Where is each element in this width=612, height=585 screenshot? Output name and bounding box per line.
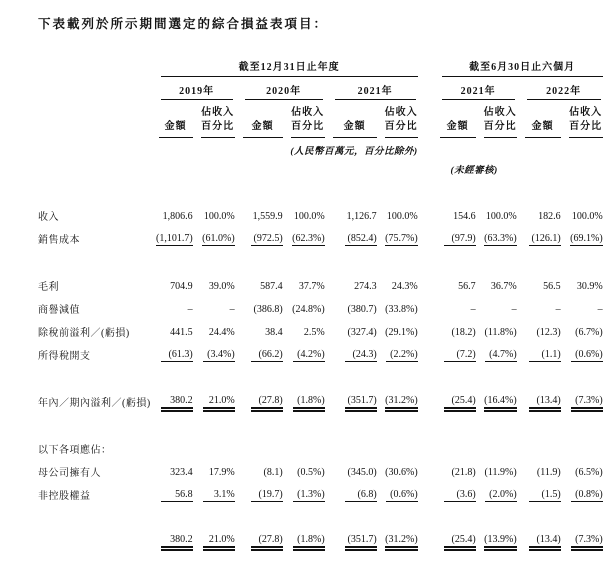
cell [476,227,517,250]
cell-value: 37.7% [298,281,325,292]
cell-value: (972.5) [251,233,283,246]
cell [235,227,283,250]
col-header-pct: 佔收入 百分比 [193,100,235,138]
cell-value: (351.7) [345,534,377,548]
row-label: 商譽減值 [38,305,80,316]
cell [377,437,418,460]
row-label: 非控股權益 [38,491,91,502]
cell [561,320,603,343]
cell [283,274,325,297]
cell [432,227,476,250]
cell-value: (0.5%) [297,467,325,478]
year-header-row [38,77,603,100]
cell-value: 1,126.7 [346,211,377,222]
col-header-amount: 金額 [517,100,561,138]
row-label [38,530,151,552]
page-title: 下表載列於所示期間選定的綜合損益表項目： [38,17,329,31]
cell [283,320,325,343]
cell [377,204,418,227]
cell [432,530,476,552]
cell-value: (4.7%) [485,349,517,362]
cell-value: (126.1) [529,233,561,246]
spacer-row [38,366,603,390]
cell [432,297,476,320]
cell [235,320,283,343]
cell-value: (11.9%) [484,467,517,478]
cell [517,227,561,250]
cell-value: 21.0% [203,395,235,409]
cell [151,343,193,366]
cell [517,320,561,343]
income-statement-table [38,58,603,552]
cell-value: 100.0% [386,211,418,222]
cell-value: (16.4%) [484,395,517,409]
cell [517,483,561,506]
cell [377,227,418,250]
cell [193,274,235,297]
table-row [38,297,603,320]
cell-value: 36.7% [490,281,517,292]
cell-value: (13.4) [529,534,561,548]
cell-value: – [597,304,603,315]
cell-value: (7.3%) [571,395,603,409]
cell-value: – [187,304,193,315]
cell [325,204,377,227]
group-header-row [38,58,603,77]
cell [235,343,283,366]
cell-value: (31.2%) [385,395,418,409]
cell-value: 587.4 [260,281,283,292]
column-gap [418,460,432,483]
cell-value: (0.6%) [571,349,603,362]
year-header-2019: 2019年 [151,77,235,100]
cell [325,274,377,297]
cell [432,204,476,227]
col-header-pct: 佔收入 百分比 [476,100,517,138]
cell-value: 2.5% [303,327,325,338]
cell [193,297,235,320]
group-header-interim-label: 截至6月30日止六個月 [469,62,576,73]
cell-value: (1.1) [529,349,561,362]
cell [193,320,235,343]
cell-value: (1.8%) [293,395,325,409]
cell-value: (8.1) [263,467,283,478]
unaudited-note-row [38,157,603,176]
table-row [38,204,603,227]
cell [476,320,517,343]
column-gap [418,274,432,297]
cell [561,297,603,320]
cell-value: (75.7%) [385,233,418,244]
cell-value: (1.8%) [293,534,325,548]
table-row [38,437,603,460]
cell [325,390,377,413]
table-row [38,530,603,552]
cell [476,274,517,297]
cell [476,297,517,320]
col-header-pct: 佔收入 百分比 [377,100,418,138]
cell-value: 30.9% [576,281,603,292]
cell-value: (61.3) [161,349,193,362]
cell-value: (7.3%) [571,534,603,548]
column-gap [418,390,432,413]
cell [325,483,377,506]
cell-value: (11.9) [536,467,561,478]
cell-value: (0.6%) [386,489,418,502]
cell [377,320,418,343]
cell-value: (25.4) [444,395,476,409]
cell-value: 100.0% [293,211,325,222]
cell-value: (4.2%) [293,349,325,362]
cell-value: (2.0%) [485,489,517,502]
cell [432,343,476,366]
cell-value: (24.3) [345,349,377,362]
cell-value: (29.1%) [385,327,418,338]
cell-value: (97.9) [444,233,476,246]
column-gap [418,530,432,552]
row-label: 銷售成本 [38,235,80,246]
cell [151,204,193,227]
year-header-2021-interim: 2021年 [432,77,517,100]
cell [432,460,476,483]
cell [377,297,418,320]
cell [517,204,561,227]
row-label: 收入 [38,212,59,223]
cell-value: (12.3) [536,327,561,338]
cell [432,274,476,297]
cell [377,274,418,297]
cell-value: (25.4) [444,534,476,548]
cell [151,320,193,343]
cell [235,274,283,297]
cell-value: (63.3%) [484,233,517,244]
spacer-row [38,250,603,274]
cell-value: (13.4) [529,395,561,409]
cell-value: (386.8) [253,304,283,315]
col-header-amount: 金額 [325,100,377,138]
cell [283,390,325,413]
cell-value: 380.2 [161,534,193,548]
column-gap [418,343,432,366]
cell [151,460,193,483]
cell-value: 154.6 [453,211,476,222]
cell [283,530,325,552]
cell [561,460,603,483]
cell-value: (852.4) [345,233,377,246]
spacer-row [38,413,603,437]
cell [193,530,235,552]
cell [561,437,603,460]
column-gap [418,204,432,227]
cell [561,483,603,506]
cell [476,343,517,366]
cell-value: (19.7) [251,489,283,502]
cell-value: (6.7%) [575,327,603,338]
cell-value: 182.6 [538,211,561,222]
income-table-body [38,204,603,552]
column-gap [418,483,432,506]
cell-value: – [229,304,235,315]
cell-value: (0.8%) [571,489,603,502]
cell [283,437,325,460]
cell [193,483,235,506]
row-label: 所得稅開支 [38,351,91,362]
cell-value: (61.0%) [202,233,235,244]
cell-value: (33.8%) [385,304,418,315]
row-label: 毛利 [38,282,59,293]
cell-value: (3.6) [444,489,476,502]
table-row [38,227,603,250]
cell-value: (27.8) [251,534,283,548]
cell-value: 38.4 [265,327,283,338]
cell [476,437,517,460]
cell [517,437,561,460]
cell-value: 100.0% [485,211,517,222]
table-row [38,320,603,343]
cell [476,483,517,506]
cell-value: 56.8 [161,489,193,502]
col-header-amount: 金額 [151,100,193,138]
cell-value: (1.5) [529,489,561,502]
cell [377,460,418,483]
units-note-row [38,138,603,157]
column-gap [418,297,432,320]
table-row [38,483,603,506]
cell-value: 1,806.6 [162,211,193,222]
column-gap [418,437,432,460]
cell [151,530,193,552]
cell [151,437,193,460]
cell [377,390,418,413]
cell-value: (6.8) [345,489,377,502]
group-header-annual-label: 截至12月31日止年度 [238,62,340,73]
cell-value: 100.0% [571,211,603,222]
cell [193,437,235,460]
table-row [38,460,603,483]
cell [561,274,603,297]
cell [325,297,377,320]
cell-value: 24.3% [391,281,418,292]
cell-value: 274.3 [354,281,377,292]
cell-value: 3.1% [203,489,235,502]
row-label: 以下各項應佔： [38,445,112,456]
table-row [38,390,603,413]
cell [432,390,476,413]
cell [193,204,235,227]
group-header-interim [432,58,603,77]
cell [325,530,377,552]
cell [432,320,476,343]
cell [377,530,418,552]
cell [561,343,603,366]
cell-value: 441.5 [170,327,193,338]
units-note: (人民幣百萬元，百分比除外) [290,147,418,157]
cell [517,297,561,320]
group-header-annual [151,58,418,77]
cell-value: (1,101.7) [156,233,193,244]
cell-value: – [555,304,561,315]
cell [151,297,193,320]
cell-value: (69.1%) [570,233,603,244]
cell [432,483,476,506]
cell [283,227,325,250]
cell [283,343,325,366]
cell [325,227,377,250]
cell [561,530,603,552]
cell-value: 100.0% [203,211,235,222]
cell-value: 17.9% [208,467,235,478]
cell [325,460,377,483]
cell-value: (2.2%) [386,349,418,362]
cell [193,343,235,366]
row-label: 除稅前溢利／(虧損) [38,328,130,339]
col-header-amount: 金額 [432,100,476,138]
cell-value: 56.7 [458,281,476,292]
cell-value: (62.3%) [292,233,325,244]
spacer-row [38,506,603,530]
cell-value: 1,559.9 [252,211,283,222]
cell [283,460,325,483]
cell [561,204,603,227]
cell [377,343,418,366]
column-header-row [38,100,603,138]
cell-value: (66.2) [251,349,283,362]
cell-value: – [511,304,517,315]
cell-value: – [470,304,476,315]
cell [325,320,377,343]
cell-value: (18.2) [451,327,476,338]
cell-value: 323.4 [170,467,193,478]
cell [283,204,325,227]
cell [235,390,283,413]
cell [325,343,377,366]
cell [517,343,561,366]
cell-value: (3.4%) [203,349,235,362]
col-header-pct: 佔收入 百分比 [561,100,603,138]
cell-value: (24.8%) [292,304,325,315]
cell-value: (6.5%) [575,467,603,478]
cell-value: (27.8) [251,395,283,409]
table-header [38,58,603,204]
cell [283,483,325,506]
cell-value: (327.4) [347,327,377,338]
cell [151,390,193,413]
cell-value: 39.0% [208,281,235,292]
cell-value: (30.6%) [385,467,418,478]
row-label: 年內／期內溢利／(虧損) [38,398,151,409]
cell-value: (11.8%) [484,327,517,338]
cell [476,460,517,483]
cell-value: (1.3%) [293,489,325,502]
year-header-2022-interim: 2022年 [517,77,603,100]
cell [283,297,325,320]
year-header-2020: 2020年 [235,77,325,100]
cell [235,437,283,460]
cell-value: (380.7) [347,304,377,315]
cell [235,297,283,320]
cell [561,390,603,413]
cell [476,204,517,227]
cell-value: 704.9 [170,281,193,292]
cell-value: (21.8) [451,467,476,478]
table-row [38,343,603,366]
cell [517,460,561,483]
cell [235,483,283,506]
col-header-amount: 金額 [235,100,283,138]
cell-value: 380.2 [161,395,193,409]
cell [517,274,561,297]
cell-value: 56.5 [543,281,561,292]
row-label: 母公司擁有人 [38,468,101,479]
cell [193,390,235,413]
unaudited-note: (未經審核) [450,166,498,176]
cell [325,437,377,460]
cell [476,390,517,413]
cell [432,437,476,460]
cell [377,483,418,506]
cell [151,227,193,250]
cell [193,460,235,483]
cell [561,227,603,250]
cell-value: (31.2%) [385,534,418,548]
table-row [38,274,603,297]
cell-value: (345.0) [347,467,377,478]
col-header-pct: 佔收入 百分比 [283,100,325,138]
cell [235,204,283,227]
year-header-2021: 2021年 [325,77,418,100]
cell-value: (351.7) [345,395,377,409]
cell-value: (13.9%) [484,534,517,548]
cell-value: 24.4% [208,327,235,338]
cell [476,530,517,552]
cell-value: (7.2) [444,349,476,362]
cell [235,530,283,552]
cell [151,483,193,506]
column-gap [418,320,432,343]
cell [151,274,193,297]
cell [193,227,235,250]
cell [517,530,561,552]
column-gap [418,227,432,250]
cell [235,460,283,483]
cell-value: 21.0% [203,534,235,548]
cell [517,390,561,413]
